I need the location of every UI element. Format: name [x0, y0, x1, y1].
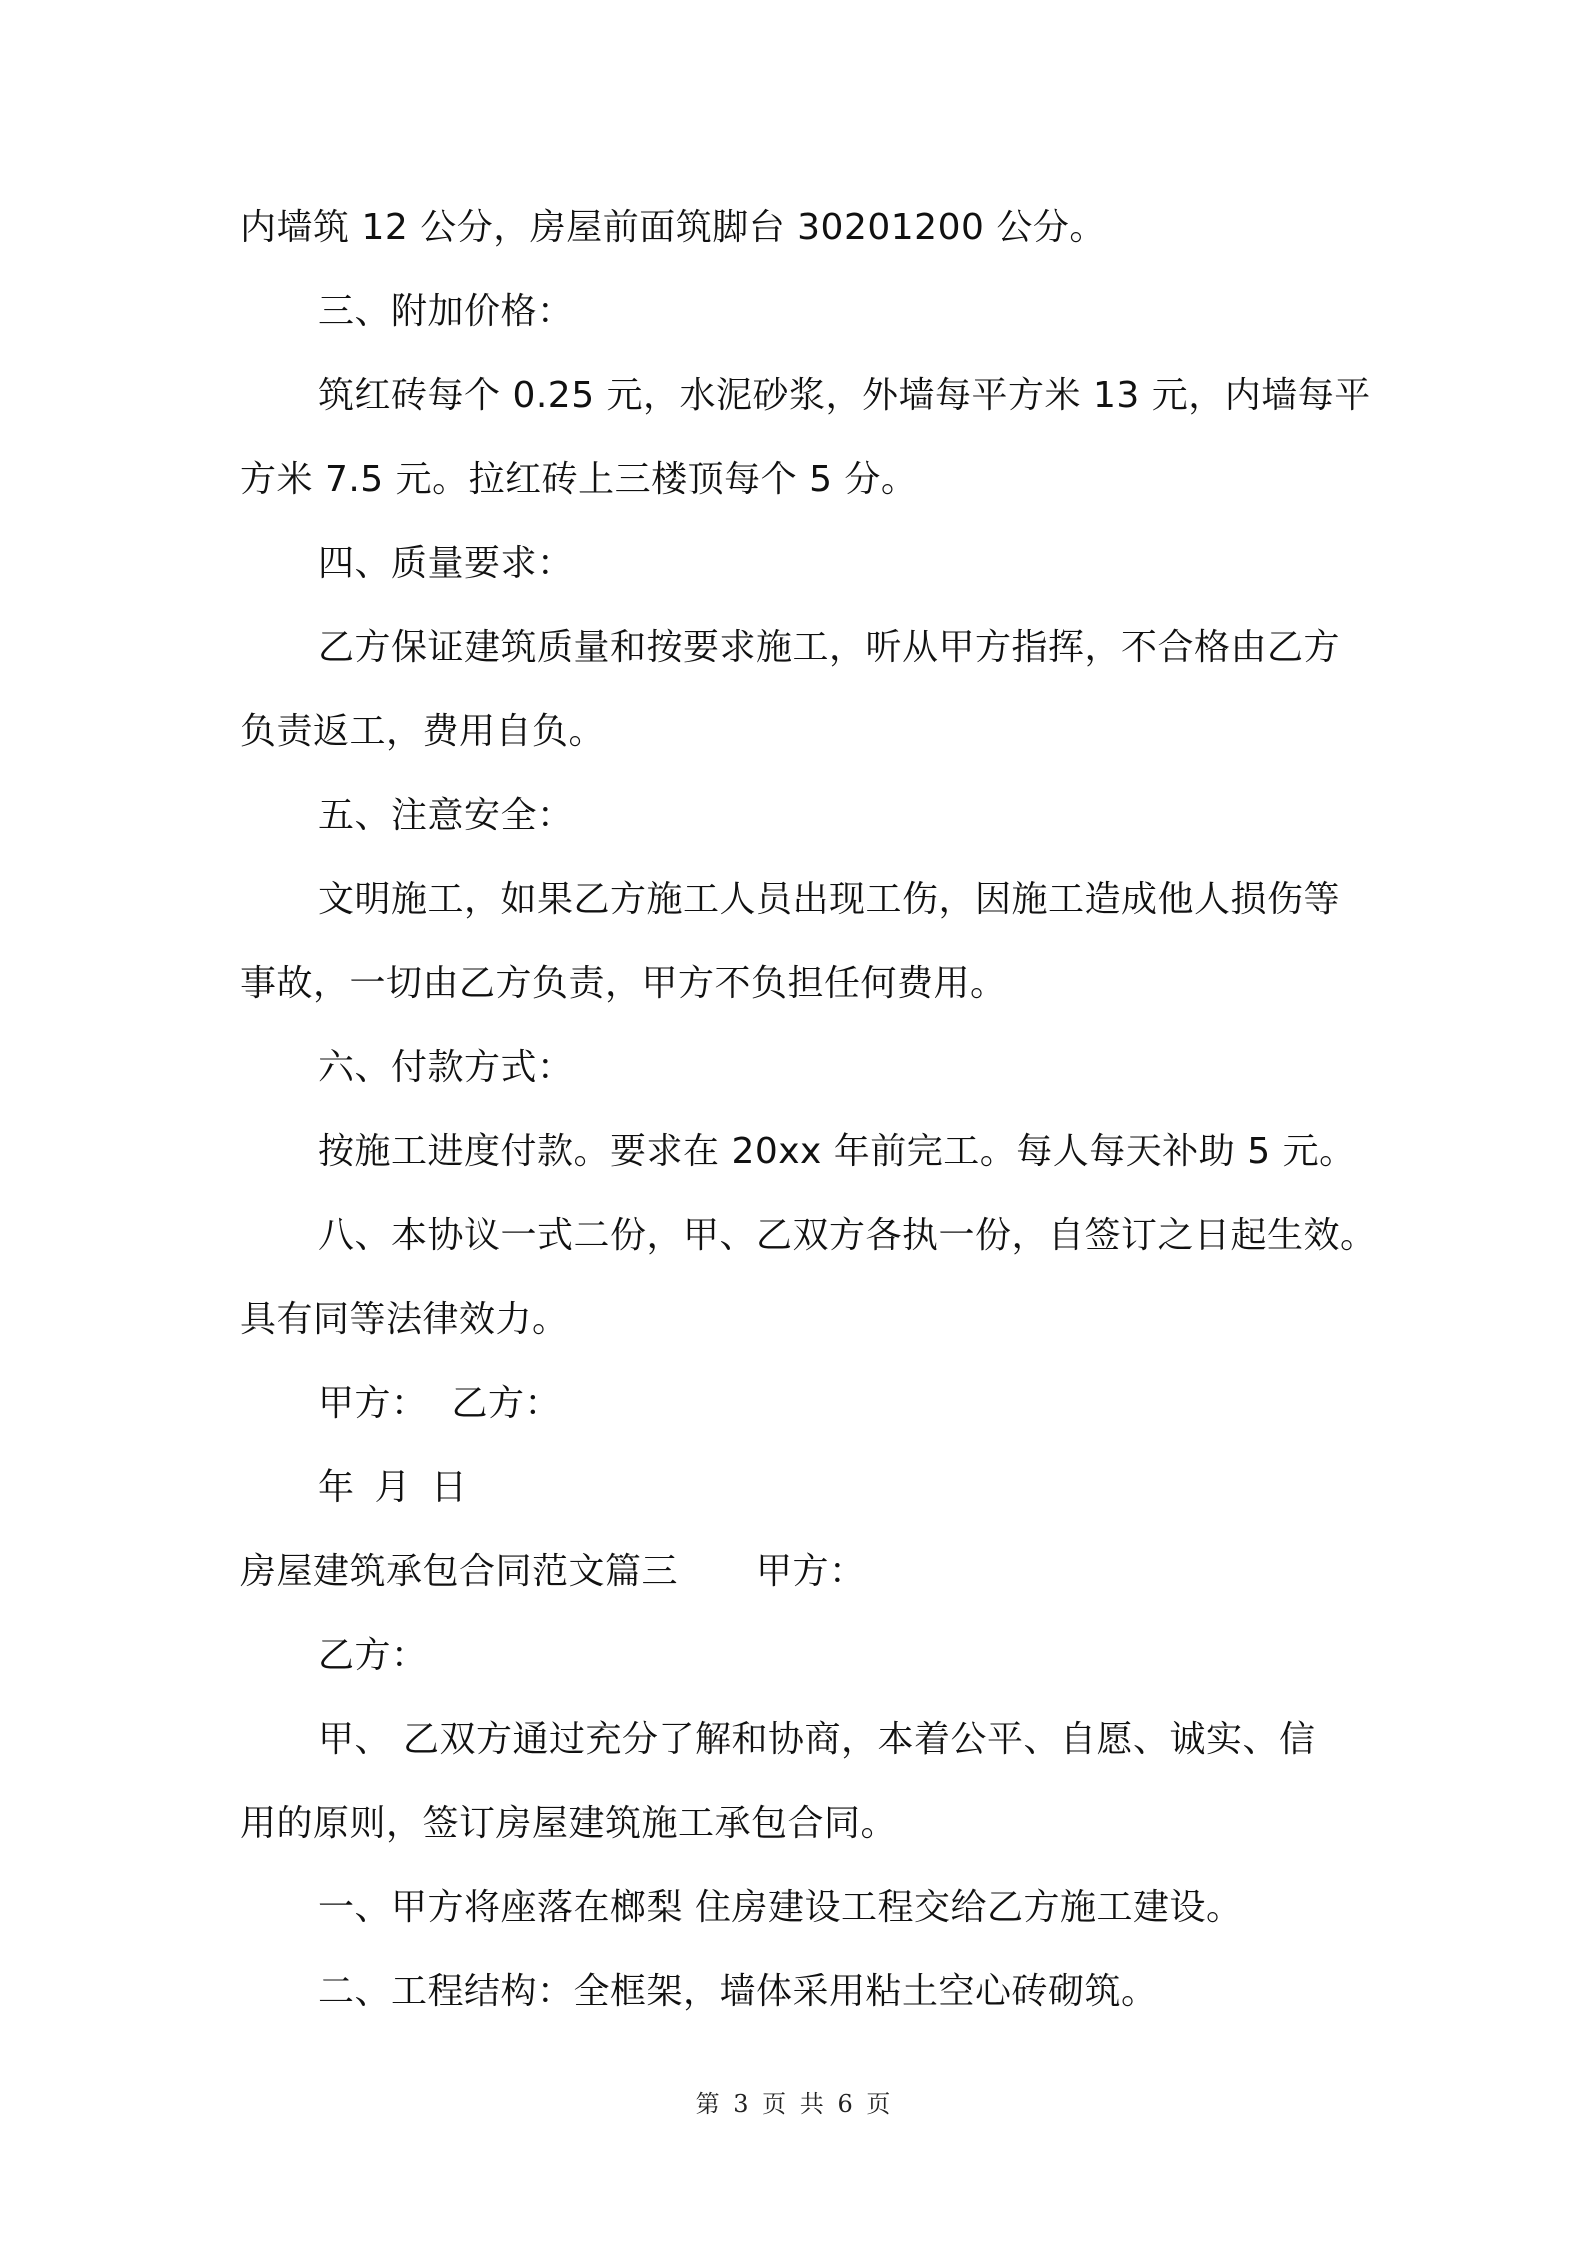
party-b-label: 乙方： — [451, 1383, 562, 1424]
body-line: 一、甲方将座落在榔梨 住房建设工程交给乙方施工建设。 — [318, 1887, 1243, 1928]
date-line: 年 月 日 — [318, 1467, 468, 1508]
body-line: 事故，一切由乙方负责，甲方不负担任何费用。 — [240, 963, 1007, 1004]
body-line: 方米 7.5 元。拉红砖上三楼顶每个 5 分。 — [240, 459, 918, 500]
body-line: 乙方： — [318, 1635, 428, 1676]
party-a-label: 甲方： — [318, 1383, 428, 1424]
section-heading: 六、付款方式： — [318, 1047, 574, 1088]
section-heading: 三、附加价格： — [318, 291, 574, 332]
section-title-text: 房屋建筑承包合同范文篇三 — [240, 1551, 679, 1592]
party-a-label: 甲方： — [756, 1551, 866, 1592]
body-line: 文明施工，如果乙方施工人员出现工伤，因施工造成他人损伤等 — [318, 879, 1341, 920]
body-line: 内墙筑 12 公分，房屋前面筑脚台 30201200 公分。 — [240, 207, 1106, 248]
body-line: 乙方保证建筑质量和按要求施工，听从甲方指挥，不合格由乙方 — [318, 627, 1341, 668]
body-line: 用的原则，签订房屋建筑施工承包合同。 — [240, 1803, 898, 1844]
section-heading: 四、质量要求： — [318, 543, 574, 584]
body-line: 八、本协议一式二份，甲、乙双方各执一份，自签订之日起生效。 — [318, 1215, 1377, 1256]
signature-line — [318, 1382, 561, 1426]
body-line: 筑红砖每个 0.25 元，水泥砂浆，外墙每平方米 13 元，内墙每平 — [318, 375, 1371, 416]
body-line: 负责返工，费用自负。 — [240, 711, 606, 752]
body-line: 按施工进度付款。要求在 20xx 年前完工。每人每天补助 5 元。 — [318, 1131, 1356, 1172]
section-title — [240, 1550, 866, 1594]
body-line: 甲、 乙双方通过充分了解和协商，本着公平、自愿、诚实、信 — [318, 1719, 1316, 1760]
body-line: 具有同等法律效力。 — [240, 1299, 569, 1340]
section-heading: 五、注意安全： — [318, 795, 574, 836]
body-line: 二、工程结构：全框架，墙体采用粘土空心砖砌筑。 — [318, 1971, 1158, 2012]
page-footer: 第 3 页 共 6 页 — [695, 2090, 891, 2118]
